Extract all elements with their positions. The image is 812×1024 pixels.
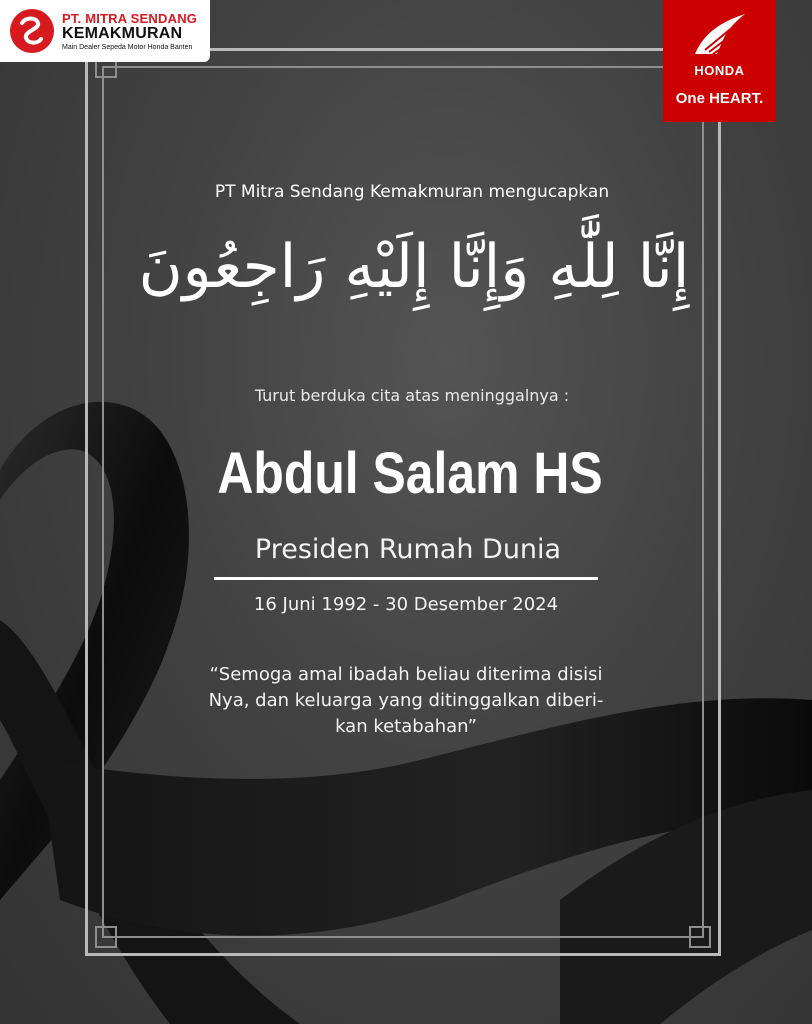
deceased-name: Abdul Salam HS [217, 441, 603, 506]
prayer-quote [0, 662, 812, 740]
frame-corner [95, 926, 117, 948]
quote-line: “Semoga amal ibadah beliau diterima disisi [209, 664, 603, 685]
divider [214, 577, 598, 580]
honda-slogan: One HEART. [675, 90, 764, 107]
condolence-text: Turut berduka cita atas meninggalnya : [254, 386, 570, 405]
frame-corner [689, 926, 711, 948]
deceased-role: Presiden Rumah Dunia [254, 534, 562, 565]
life-dates: 16 Juni 1992 - 30 Desember 2024 [253, 594, 559, 615]
quote-line: kan ketabahan” [335, 716, 477, 737]
company-tagline: Main Dealer Sepeda Motor Honda Banten [62, 44, 193, 51]
company-name-line2: KEMAKMURAN [62, 25, 183, 42]
intro-text: PT Mitra Sendang Kemakmuran mengucapkan [214, 182, 610, 202]
company-emblem-icon [10, 9, 54, 53]
honda-wordmark: HONDA [694, 63, 745, 78]
arabic-calligraphy: إِنَّا لِلَّٰهِ وَإِنَّا إِلَيْهِ رَاجِعُونَ [138, 232, 690, 302]
honda-wing-icon [691, 10, 749, 60]
company-name-line1: PT. MITRA SENDANG [62, 11, 198, 26]
company-logo [0, 0, 210, 62]
honda-logo [663, 0, 776, 122]
quote-line: Nya, dan keluarga yang ditinggalkan diberi- [208, 690, 604, 711]
